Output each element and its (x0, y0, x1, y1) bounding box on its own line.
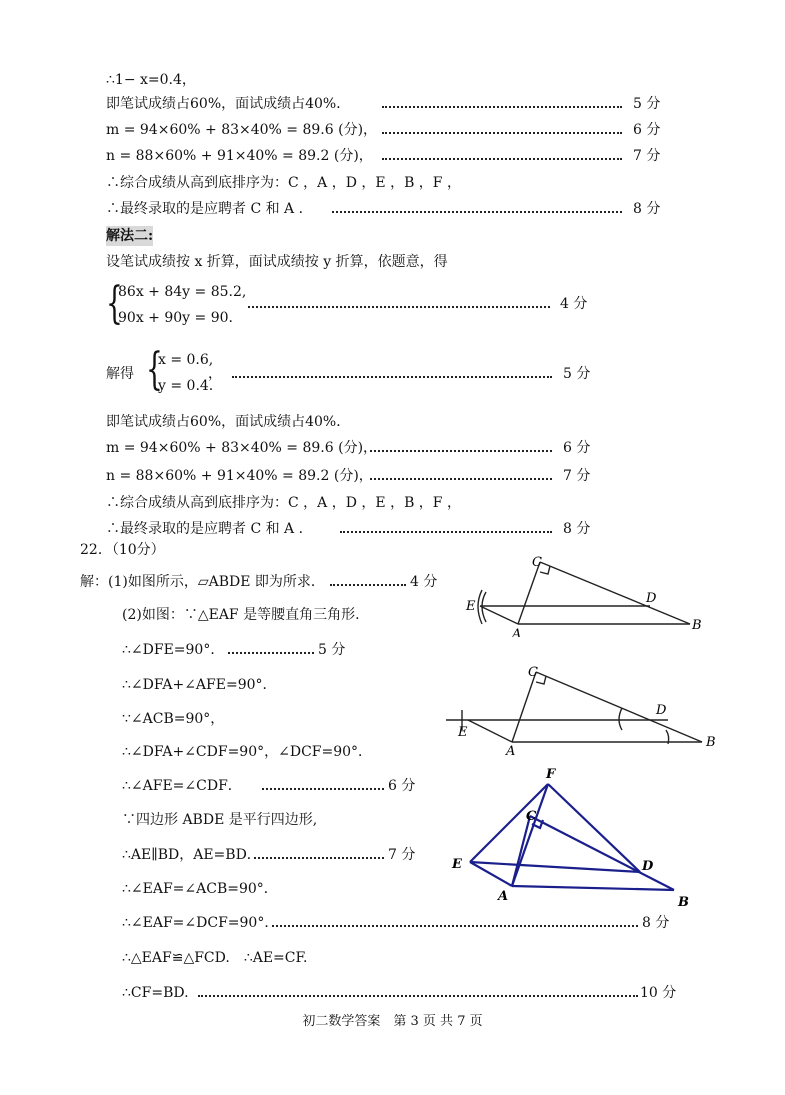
line-16: m = 94×60% + 83×40% = 89.6 (分)， (106, 440, 378, 456)
leader-dots (332, 209, 622, 213)
problem-number: 22．（10分） (80, 542, 165, 558)
line-4: n = 88×60% + 91×40% = 89.2 (分)， (106, 148, 373, 164)
score-label: 8 分 (633, 201, 661, 217)
label-e: E (458, 725, 468, 740)
line-8: 设笔试成绩按 x 折算，面试成绩按 y 折算，依题意，得 (106, 254, 448, 270)
label-e: E (466, 599, 476, 614)
score-label: 5 分 (633, 96, 661, 112)
label-b: B (706, 735, 716, 750)
line-5: ∴综合成绩从高到底排序为：C ，A ，D ，E ，B ，F ， (106, 175, 461, 191)
score-label: 7 分 (633, 148, 661, 164)
score-label: 10 分 (640, 985, 677, 1001)
step-8: ∴∠EAF=∠ACB=90°． (122, 881, 278, 897)
step-6: ∵四边形 ABDE 是平行四边形, (122, 812, 318, 828)
label-a: A (506, 744, 516, 755)
figure-3 (450, 762, 700, 912)
score-label: 4 分 (410, 574, 438, 590)
label-c: C (532, 555, 542, 570)
solution-comma: ， (208, 366, 222, 382)
leader-dots (330, 582, 406, 586)
label-f: F (546, 767, 556, 782)
line-17: n = 88×60% + 91×40% = 89.2 (分)， (106, 468, 373, 484)
line-6: ∴最终录取的是应聘者 C 和 A ． (106, 201, 313, 217)
label-d: D (642, 859, 654, 874)
leader-dots (272, 923, 638, 927)
step-11: ∴CF=BD. (122, 985, 189, 1001)
score-label: 8 分 (563, 521, 591, 537)
score-label: 6 分 (388, 778, 416, 794)
score-label: 5 分 (318, 642, 346, 658)
label-c: C (526, 809, 537, 824)
solve-label: 解得 (106, 366, 134, 382)
leader-dots (254, 855, 384, 859)
solution-brace: { (146, 344, 163, 395)
leader-dots (232, 374, 552, 378)
figure-2 (446, 660, 736, 755)
step-9: ∴∠EAF=∠DCF=90°． (122, 915, 279, 931)
label-d: D (646, 591, 657, 606)
score-label: 8 分 (642, 915, 670, 931)
label-b: B (678, 895, 689, 910)
answer-1: 解：(1)如图所示，▱ABDE 即为所求． (80, 574, 325, 590)
label-c: C (528, 665, 538, 680)
solution-y: y = 0.4. (158, 378, 214, 394)
equation-2: 90x + 90y = 90. (118, 310, 233, 326)
label-a: A (498, 889, 509, 904)
step-10: ∴△EAF≌△FCD. ∴AE=CF. (122, 950, 308, 966)
leader-dots (262, 786, 384, 790)
leader-dots (198, 993, 638, 997)
step-1: ∴∠DFE=90°． (122, 642, 225, 658)
leader-dots (228, 650, 314, 654)
line-1: ∴1− x=0.4， (106, 72, 196, 88)
label-b: B (692, 618, 702, 633)
step-3: ∵∠ACB=90°， (122, 711, 225, 727)
section-heading: 解法二: (106, 228, 154, 244)
score-label: 5 分 (563, 366, 591, 382)
line-15: 即笔试成绩占60%，面试成绩占40%． (106, 414, 351, 430)
line-3: m = 94×60% + 83×40% = 89.6 (分)， (106, 122, 378, 138)
step-4: ∴∠DFA+∠CDF=90°，∠DCF=90°． (122, 744, 373, 760)
label-a: A (512, 627, 522, 637)
line-2: 即笔试成绩占60%，面试成绩占40%． (106, 96, 351, 112)
score-label: 6 分 (563, 440, 591, 456)
label-d: D (656, 703, 667, 718)
step-7: ∴AE∥BD，AE=BD． (122, 847, 261, 863)
score-label: 6 分 (633, 122, 661, 138)
step-5: ∴∠AFE=∠CDF． (122, 778, 242, 794)
step-2: ∴∠DFA+∠AFE=90°． (122, 677, 277, 693)
equation-1: 86x + 84y = 85.2, (118, 284, 247, 300)
leader-dots (382, 104, 622, 108)
score-label: 7 分 (388, 847, 416, 863)
line-19: ∴最终录取的是应聘者 C 和 A ． (106, 521, 313, 537)
leader-dots (382, 130, 622, 134)
page-footer: 初二数学答案 第 3 页 共 7 页 (302, 1014, 483, 1029)
figure-1 (460, 552, 720, 637)
line-18: ∴综合成绩从高到底排序为：C ，A ，D ，E ，B ，F ， (106, 495, 461, 511)
leader-dots (248, 304, 550, 308)
system-brace: { (106, 278, 123, 329)
leader-dots (340, 529, 552, 533)
leader-dots (370, 448, 552, 452)
label-e: E (452, 857, 462, 872)
leader-dots (370, 476, 552, 480)
answer-2: (2)如图：∵△EAF 是等腰直角三角形. (122, 607, 360, 623)
leader-dots (382, 156, 622, 160)
score-label: 7 分 (563, 468, 591, 484)
score-label: 4 分 (560, 296, 588, 312)
solution-x: x = 0.6, (158, 352, 214, 368)
